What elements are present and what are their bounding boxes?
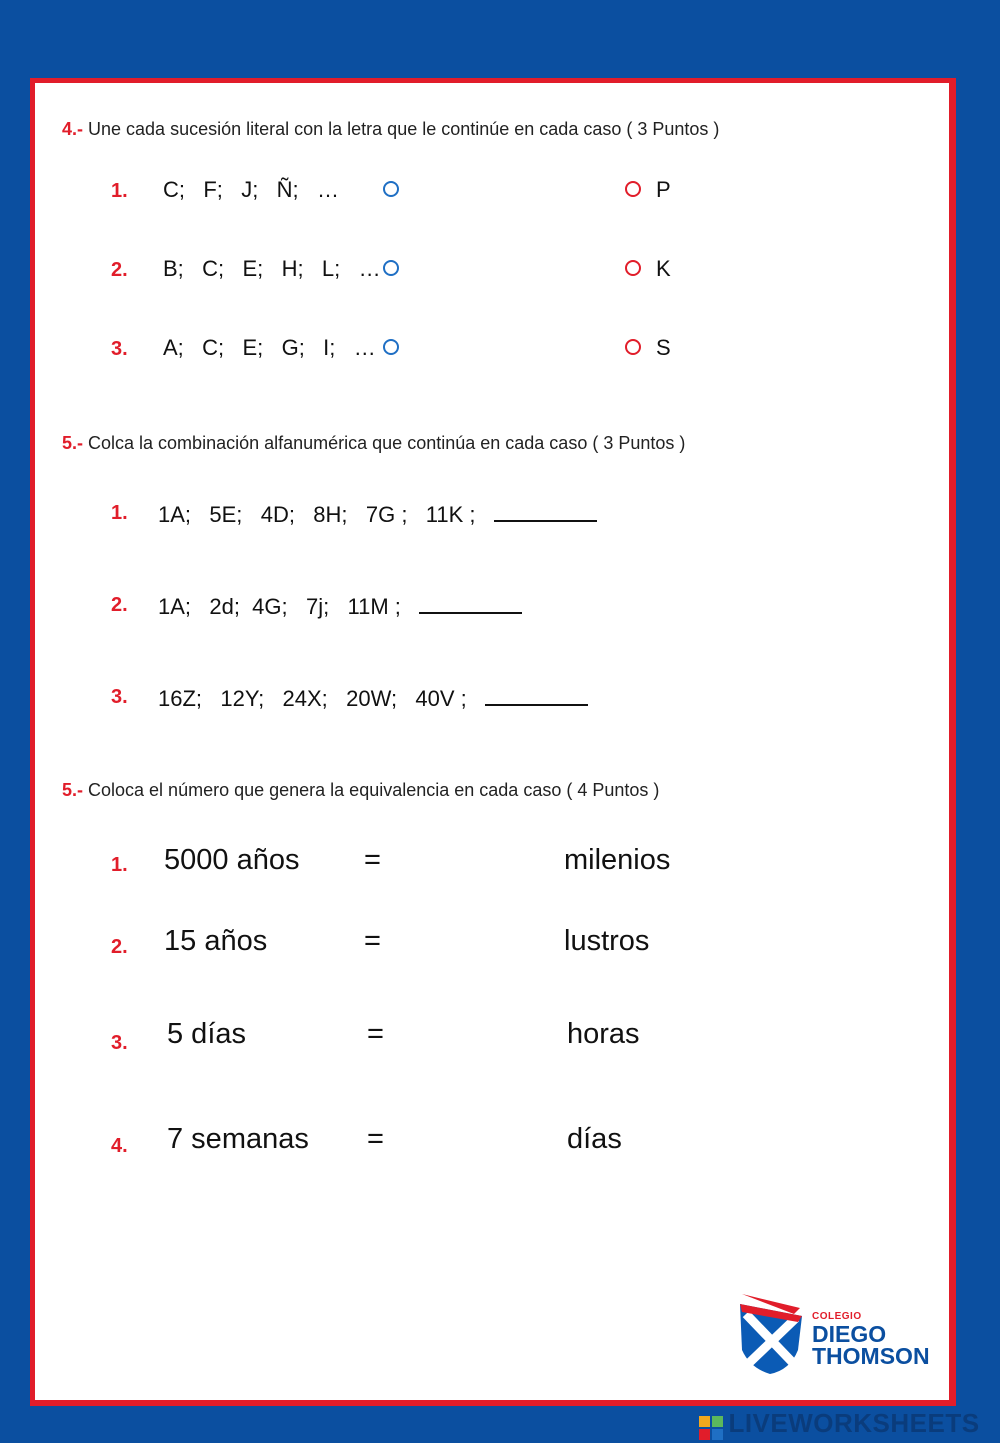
- q5b-item-3-number: 3.: [111, 1032, 128, 1054]
- q5b-item-4-number: 4.: [111, 1135, 128, 1157]
- q4-item-2-sequence: B; C; E; H; L; …: [163, 256, 381, 281]
- q4-item-1-number: 1.: [111, 180, 128, 202]
- q5b-item-3-left: 5 días: [167, 1018, 246, 1050]
- q4-answer-3: S: [656, 335, 671, 360]
- q5b-item-2-equals: =: [364, 925, 381, 957]
- q5a-title-text: Colca la combinación alfanumérica que continúa en cada caso ( 3 Puntos ): [83, 433, 686, 453]
- logo-colegio: COLEGIO: [812, 1311, 862, 1322]
- q5a-item-2: [158, 590, 522, 620]
- q5b-item-1-right: milenios: [564, 844, 671, 876]
- q5a-item-3-number: 3.: [111, 686, 128, 708]
- q4-item-3-sequence: A; C; E; G; I; …: [163, 335, 376, 360]
- q5b-item-2-left: 15 años: [164, 925, 268, 957]
- liveworksheets-logo-icon: [698, 1415, 724, 1441]
- q4-item-2-number: 2.: [111, 259, 128, 281]
- q4-item-1-left-dot[interactable]: [383, 181, 399, 197]
- q5b-item-4-right: días: [567, 1123, 622, 1155]
- q4-answer-3-dot[interactable]: [625, 339, 641, 355]
- q5b-number: 5.-: [62, 780, 84, 800]
- q4-item-3-left-dot[interactable]: [383, 339, 399, 355]
- q4-answer-2-dot[interactable]: [625, 260, 641, 276]
- q5a-item-1-number: 1.: [111, 502, 128, 524]
- q4-answer-1: P: [656, 177, 671, 202]
- q5a-item-2-number: 2.: [111, 594, 128, 616]
- q5a-item-3: [158, 682, 588, 712]
- q5b-item-1-number: 1.: [111, 854, 128, 876]
- liveworksheets-text: LIVEWORKSHEETS: [728, 1408, 980, 1438]
- q4-item-1-sequence: C; F; J; Ñ; …: [163, 177, 340, 202]
- q5a-item-1-sequence: 1A; 5E; 4D; 8H; 7G ; 11K ;: [158, 502, 476, 527]
- q5b-item-1-left: 5000 años: [164, 844, 300, 876]
- q5a-item-3-sequence: 16Z; 12Y; 24X; 20W; 40V ;: [158, 686, 467, 711]
- q4-item-2-left-dot[interactable]: [383, 260, 399, 276]
- q5b-item-4-left: 7 semanas: [167, 1123, 309, 1155]
- q4-title-text: Une cada sucesión literal con la letra que le continúe en cada caso ( 3 Puntos ): [83, 119, 720, 139]
- q5a-item-2-answer-blank[interactable]: [419, 590, 522, 614]
- q5b-item-3-right: horas: [567, 1018, 640, 1050]
- q5a-item-1: [158, 498, 597, 528]
- q5b-item-2-number: 2.: [111, 936, 128, 958]
- q5a-item-3-answer-blank[interactable]: [485, 682, 588, 706]
- q5a-number: 5.-: [62, 433, 84, 453]
- q4-title: [62, 119, 719, 140]
- school-shield-icon: [738, 1292, 804, 1376]
- q5a-title: [62, 433, 685, 454]
- q5b-title: [62, 780, 659, 801]
- liveworksheets-watermark: [698, 1408, 980, 1438]
- q5a-item-2-sequence: 1A; 2d; 4G; 7j; 11M ;: [158, 594, 401, 619]
- q4-item-3-number: 3.: [111, 338, 128, 360]
- q4-number: 4.-: [62, 119, 84, 139]
- q5b-item-2-right: lustros: [564, 925, 650, 957]
- logo-diego: DIEGO: [812, 1321, 887, 1347]
- q5b-item-1-equals: =: [364, 844, 381, 876]
- q5b-item-4-equals: =: [367, 1123, 384, 1155]
- logo-thomson: THOMSON: [812, 1343, 930, 1369]
- q4-answer-1-dot[interactable]: [625, 181, 641, 197]
- q5b-title-text: Coloca el número que genera la equivalencia en cada caso ( 4 Puntos ): [83, 780, 660, 800]
- q5a-item-1-answer-blank[interactable]: [494, 498, 597, 522]
- q4-answer-2: K: [656, 256, 671, 281]
- q5b-item-3-equals: =: [367, 1018, 384, 1050]
